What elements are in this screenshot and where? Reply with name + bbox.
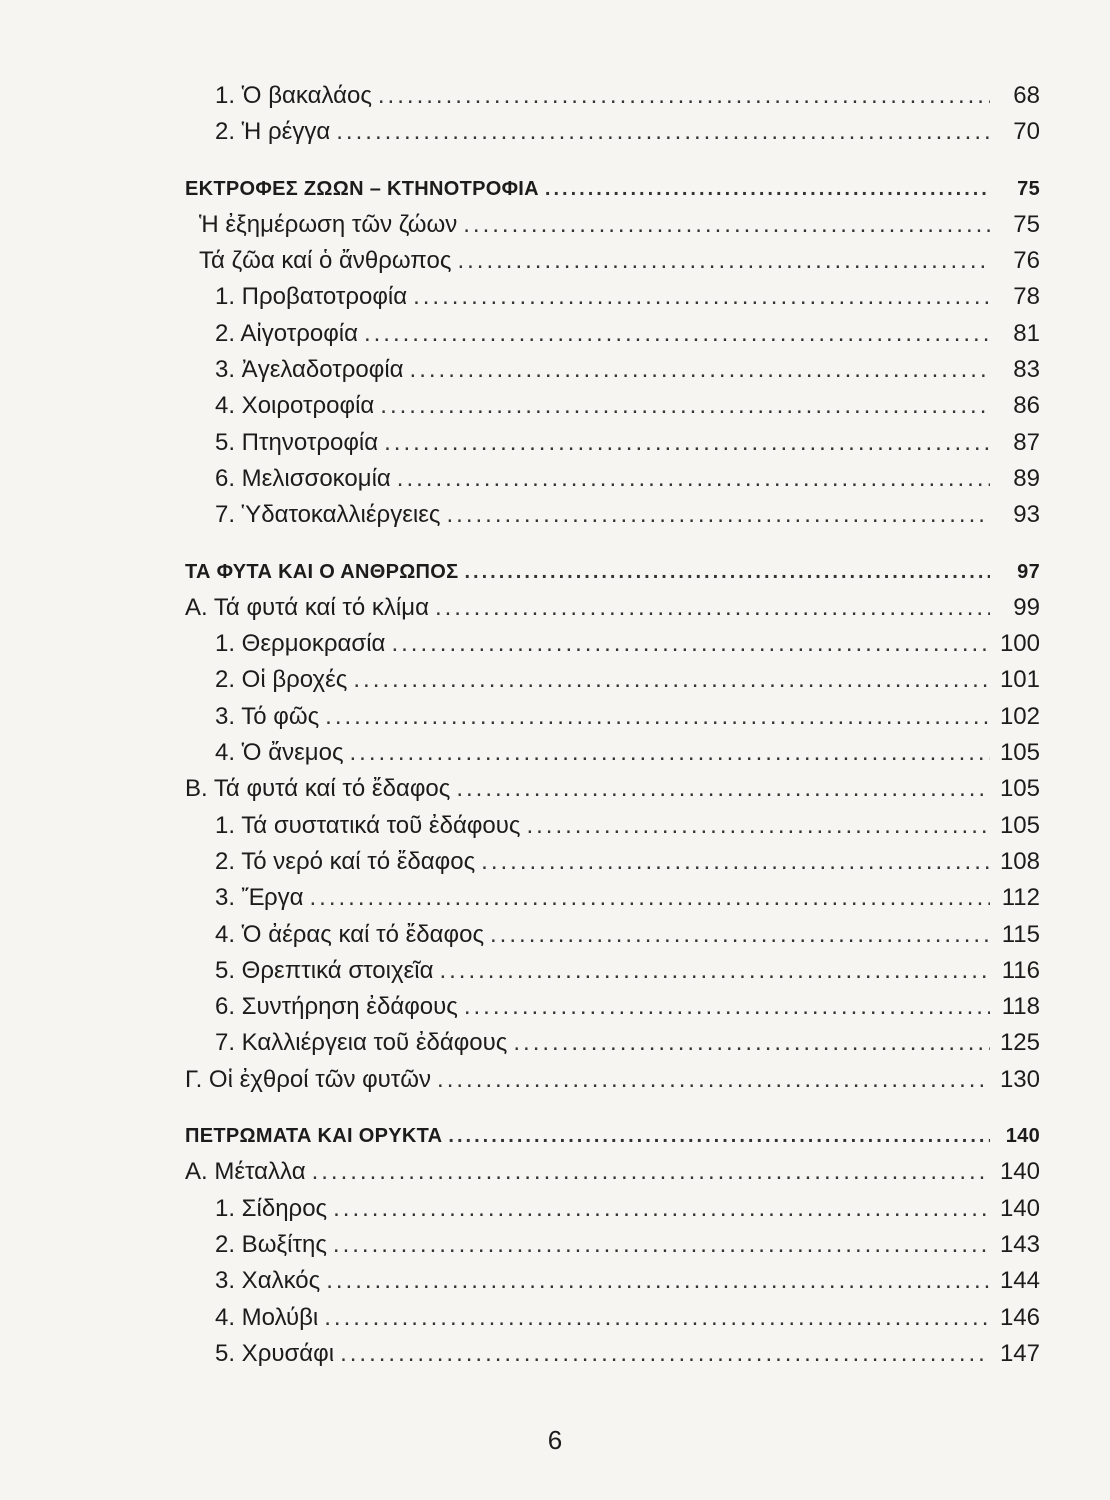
toc-entry	[185, 1263, 1040, 1299]
toc-entry-page: 99	[1013, 593, 1040, 621]
toc-entry-title: 1. Θερμοκρασία	[215, 630, 386, 658]
toc-entry-page: 140	[999, 1158, 1040, 1186]
toc-entry	[185, 590, 1040, 626]
toc-entry-title: ΠΕΤΡΩΜΑΤΑ ΚΑΙ ΟΡΥΚΤΑ	[185, 1125, 443, 1148]
toc-section-heading	[185, 171, 1040, 207]
toc-entry	[185, 626, 1040, 662]
toc-entry-page: 78	[1013, 283, 1040, 311]
toc-entry	[185, 1025, 1040, 1061]
toc-entry-page: 108	[999, 847, 1040, 875]
dot-leader	[397, 461, 990, 497]
toc-entry	[185, 880, 1040, 916]
toc-entry-page: 115	[1001, 920, 1040, 948]
toc-entry-page: 102	[999, 702, 1040, 730]
dot-leader	[413, 279, 990, 315]
dot-leader	[457, 243, 990, 279]
toc-entry-page: 86	[1013, 392, 1040, 420]
toc-section-heading	[185, 1118, 1040, 1154]
toc-entry-page: 125	[999, 1029, 1040, 1057]
dot-leader	[378, 78, 990, 114]
dot-leader	[384, 425, 990, 461]
toc-entry-title: 3. Ἔργα	[215, 884, 304, 912]
toc-entry	[185, 917, 1040, 953]
toc-entry	[185, 1154, 1040, 1190]
dot-leader	[340, 1336, 990, 1372]
toc-entry-title: Γ. Οἱ ἐχθροί τῶν φυτῶν	[185, 1065, 432, 1093]
toc-entry-page: 89	[1013, 464, 1040, 492]
toc-entry-title: 3. Ἀγελαδοτροφία	[215, 356, 404, 384]
toc-entry-title: 5. Χρυσάφι	[215, 1339, 335, 1367]
toc-entry-title: 4. Χοιροτροφία	[215, 392, 375, 420]
toc-entry-page: 105	[999, 775, 1040, 803]
toc-entry-title: 4. Ὁ ἀέρας καί τό ἔδαφος	[215, 920, 485, 948]
toc-entry-page: 97	[1017, 560, 1040, 583]
toc-entry	[185, 1062, 1040, 1098]
dot-leader	[380, 388, 990, 424]
toc-entry-title: ΤΑ ΦΥΤΑ ΚΑΙ Ο ΑΝΘΡΩΠΟΣ	[185, 560, 459, 583]
toc-entry-page: 130	[999, 1065, 1040, 1093]
dot-leader	[545, 171, 990, 207]
toc-entry-page: 143	[999, 1230, 1040, 1258]
dot-leader	[447, 497, 991, 533]
dot-leader	[336, 114, 990, 150]
toc-entry-page: 144	[999, 1267, 1040, 1295]
toc-entry-title: Β. Τά φυτά καί τό ἔδαφος	[185, 775, 451, 803]
dot-leader	[333, 1191, 990, 1227]
toc-entry-page: 75	[1013, 210, 1040, 238]
dot-leader	[312, 1154, 990, 1190]
dot-leader	[353, 662, 990, 698]
toc-entry	[185, 1336, 1040, 1372]
dot-leader	[324, 1300, 990, 1336]
toc-entry-title: 3. Χαλκός	[215, 1267, 321, 1295]
toc-entry	[185, 735, 1040, 771]
dot-leader	[464, 989, 990, 1025]
dot-leader	[309, 880, 990, 916]
toc-entry-page: 140	[1005, 1125, 1040, 1148]
toc-entry	[185, 844, 1040, 880]
toc-entry	[185, 1227, 1040, 1263]
dot-leader	[526, 808, 990, 844]
toc-entry-page: 112	[1001, 884, 1040, 912]
toc-entry	[185, 771, 1040, 807]
dot-leader	[490, 917, 990, 953]
dot-leader	[391, 626, 990, 662]
dot-leader	[456, 771, 990, 807]
toc-entry-page: 87	[1013, 428, 1040, 456]
toc-entry-page: 93	[1013, 501, 1040, 529]
toc-entry-title: 7. Ὑδατοκαλλιέργειες	[215, 501, 441, 529]
toc-entry-title: 2. Αἰγοτροφία	[215, 319, 358, 347]
toc-entry-title: 2. Βωξίτης	[215, 1230, 327, 1258]
toc-entry-title: 1. Τά συστατικά τοῦ ἐδάφους	[215, 811, 521, 839]
toc-entry-title: 1. Σίδηρος	[215, 1194, 328, 1222]
dot-leader	[325, 699, 990, 735]
toc-entry	[185, 279, 1040, 315]
toc-entry-title: 4. Μολύβι	[215, 1303, 319, 1331]
dot-leader	[513, 1025, 990, 1061]
page-number: 6	[547, 1425, 563, 1455]
toc-entry-title: 2. Οἱ βροχές	[215, 666, 348, 694]
toc-entry	[185, 461, 1040, 497]
toc-entry-title: Τά ζῶα καί ὁ ἄνθρωπος	[199, 247, 452, 275]
toc-entry-title: 6. Συντήρηση ἐδάφους	[215, 993, 458, 1021]
toc-entry	[185, 662, 1040, 698]
toc-entry	[185, 114, 1040, 150]
toc-entry-page: 100	[999, 630, 1040, 658]
toc-entry-page: 68	[1013, 82, 1040, 109]
toc-entry-title: 3. Τό φῶς	[215, 702, 320, 730]
toc-entry-title: ΕΚΤΡΟΦΕΣ ΖΩΩΝ – ΚΤΗΝΟΤΡΟΦΙΑ	[185, 177, 539, 200]
dot-leader	[326, 1263, 990, 1299]
dot-leader	[364, 316, 990, 352]
toc-entry-title: Α. Τά φυτά καί τό κλίμα	[185, 593, 429, 621]
toc-entry	[185, 808, 1040, 844]
toc-entry	[185, 699, 1040, 735]
toc-entry	[185, 207, 1040, 243]
toc-entry-title: 5. Θρεπτικά στοιχεῖα	[215, 956, 434, 984]
toc-entry-title: 1. Ὁ βακαλάος	[215, 82, 372, 109]
dot-leader	[350, 735, 990, 771]
toc-entry-title: 4. Ὁ ἄνεμος	[215, 739, 344, 767]
dot-leader	[333, 1227, 990, 1263]
toc-entry-page: 147	[999, 1339, 1040, 1367]
toc-entry-page: 101	[999, 666, 1040, 694]
toc-entry-title: 6. Μελισσοκομία	[215, 464, 391, 492]
dot-leader	[463, 207, 990, 243]
toc-entry-page: 70	[1013, 118, 1040, 146]
dot-leader	[481, 844, 990, 880]
dot-leader	[410, 352, 990, 388]
toc-section-heading	[185, 554, 1040, 590]
toc-entry-title: 5. Πτηνοτροφία	[215, 428, 379, 456]
toc-entry	[185, 1300, 1040, 1336]
toc-entry	[185, 1191, 1040, 1227]
toc-entry-title: 2. Ἡ ρέγγα	[215, 118, 331, 146]
dot-leader	[435, 590, 990, 626]
toc-entry	[185, 78, 1040, 114]
toc-entry	[185, 497, 1040, 533]
toc-entry	[185, 989, 1040, 1025]
toc-entry	[185, 388, 1040, 424]
toc-entry-title: Α. Μέταλλα	[185, 1158, 306, 1186]
dot-leader	[448, 1118, 990, 1154]
toc-entry-page: 76	[1013, 247, 1040, 275]
toc-entry-page: 81	[1013, 319, 1040, 347]
toc-entry	[185, 425, 1040, 461]
toc-entry	[185, 953, 1040, 989]
toc-entry-page: 116	[1001, 956, 1040, 984]
toc-entry-page: 105	[999, 739, 1040, 767]
toc-entry-page: 146	[999, 1303, 1040, 1331]
toc-entry	[185, 352, 1040, 388]
table-of-contents	[185, 78, 1040, 1372]
toc-entry	[185, 316, 1040, 352]
toc-entry-page: 140	[999, 1194, 1040, 1222]
toc-entry-title: 2. Τό νερό καί τό ἔδαφος	[215, 847, 476, 875]
toc-entry-title: 1. Προβατοτροφία	[215, 283, 408, 311]
toc-entry-page: 105	[999, 811, 1040, 839]
toc-entry	[185, 243, 1040, 279]
dot-leader	[439, 953, 990, 989]
dot-leader	[437, 1062, 990, 1098]
toc-entry-page: 75	[1017, 177, 1040, 200]
toc-entry-title: 7. Καλλιέργεια τοῦ ἐδάφους	[215, 1029, 508, 1057]
dot-leader	[464, 554, 990, 590]
toc-entry-page: 83	[1013, 356, 1040, 384]
toc-entry-title: Ἡ ἐξημέρωση τῶν ζώων	[199, 210, 458, 238]
toc-entry-page: 118	[1001, 993, 1040, 1021]
